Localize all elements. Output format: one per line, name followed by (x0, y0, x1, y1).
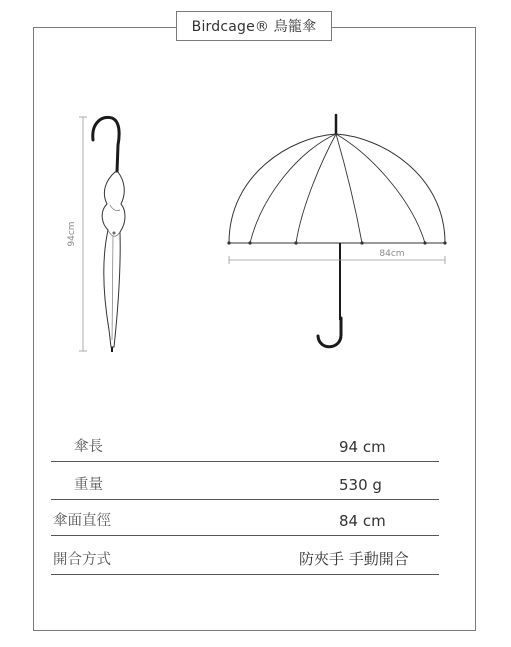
product-title: Birdcage® 鳥籠傘 (176, 11, 332, 41)
closed-umbrella-icon (79, 117, 125, 352)
spec-row-length (51, 432, 439, 462)
spec-label: 傘長 (74, 439, 103, 455)
divider (51, 574, 439, 575)
spec-value: 530 g (339, 476, 382, 494)
spec-value: 防夾手 手動開合 (299, 550, 409, 568)
divider (51, 535, 439, 536)
spec-row-weight (51, 470, 439, 500)
spec-label: 開合方式 (53, 552, 111, 568)
closed-length-label: 94cm (67, 221, 77, 247)
spec-row-diameter (51, 506, 439, 536)
spec-value: 84 cm (339, 512, 386, 530)
open-diameter-label: 84cm (379, 249, 405, 259)
spec-row-opening (51, 545, 439, 575)
open-umbrella-icon (227, 115, 446, 347)
divider (51, 499, 439, 500)
spec-label: 傘面直徑 (53, 513, 111, 529)
spec-label: 重量 (74, 477, 103, 493)
divider (51, 461, 439, 462)
spec-value: 94 cm (339, 438, 386, 456)
